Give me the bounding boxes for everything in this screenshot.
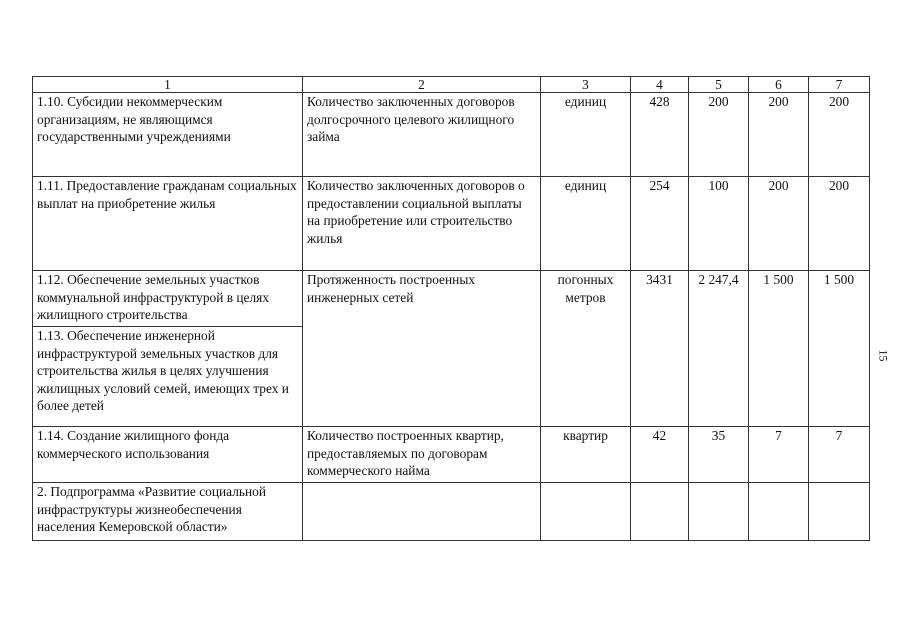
table-row [33, 177, 870, 271]
row-unit: погонных метров [541, 271, 631, 427]
header-cell-7: 7 [809, 77, 870, 93]
row-name: 1.10. Субсидии некоммерческим организациям, не являющимся государственными учреждениями [33, 93, 303, 177]
page-number: 15 [876, 349, 891, 362]
header-cell-3: 3 [541, 77, 631, 93]
row-value-6: 200 [749, 177, 809, 271]
row-unit: единиц [541, 93, 631, 177]
indicators-table [32, 76, 870, 541]
row-value-6: 200 [749, 93, 809, 177]
row-name: 1.13. Обеспечение инженерной инфраструктурой земельных участков для строительства жилья в целях улучшения жилищных условий семей, имеющих трех и более детей [33, 327, 303, 427]
table-header-row [33, 77, 870, 93]
row-name: 1.12. Обеспечение земельных участков коммунальной инфраструктурой в целях жилищного строительства [33, 271, 303, 327]
row-value-4: 428 [631, 93, 689, 177]
row-value-5: 2 247,4 [689, 271, 749, 427]
row-value-5-empty [689, 483, 749, 541]
row-indicator: Количество заключенных договоров о предоставлении социальной выплаты на приобретение или строительство жилья [303, 177, 541, 271]
row-value-6: 1 500 [749, 271, 809, 427]
row-indicator: Количество заключенных договоров долгосрочного целевого жилищного займа [303, 93, 541, 177]
row-indicator: Протяженность построенных инженерных сетей [303, 271, 541, 427]
row-value-4: 254 [631, 177, 689, 271]
row-value-4: 42 [631, 427, 689, 483]
row-unit: квартир [541, 427, 631, 483]
row-value-7: 200 [809, 93, 870, 177]
row-value-7: 1 500 [809, 271, 870, 427]
row-unit-empty [541, 483, 631, 541]
row-value-5: 200 [689, 93, 749, 177]
row-value-4-empty [631, 483, 689, 541]
header-cell-6: 6 [749, 77, 809, 93]
header-cell-5: 5 [689, 77, 749, 93]
table-row [33, 93, 870, 177]
row-indicator: Количество построенных квартир, предоставляемых по договорам коммерческого найма [303, 427, 541, 483]
table-row [33, 483, 870, 541]
table-row [33, 427, 870, 483]
row-name: 1.14. Создание жилищного фонда коммерческого использования [33, 427, 303, 483]
row-indicator-empty [303, 483, 541, 541]
row-name: 1.11. Предоставление гражданам социальных выплат на приобретение жилья [33, 177, 303, 271]
row-value-5: 100 [689, 177, 749, 271]
row-value-6: 7 [749, 427, 809, 483]
row-value-4: 3431 [631, 271, 689, 427]
row-value-7: 200 [809, 177, 870, 271]
row-value-7-empty [809, 483, 870, 541]
row-unit: единиц [541, 177, 631, 271]
row-value-6-empty [749, 483, 809, 541]
header-cell-1: 1 [33, 77, 303, 93]
table-row [33, 271, 870, 327]
header-cell-2: 2 [303, 77, 541, 93]
row-value-5: 35 [689, 427, 749, 483]
row-name: 2. Подпрограмма «Развитие социальной инфраструктуры жизнеобеспечения населения Кемеровской области» [33, 483, 303, 541]
header-cell-4: 4 [631, 77, 689, 93]
row-value-7: 7 [809, 427, 870, 483]
